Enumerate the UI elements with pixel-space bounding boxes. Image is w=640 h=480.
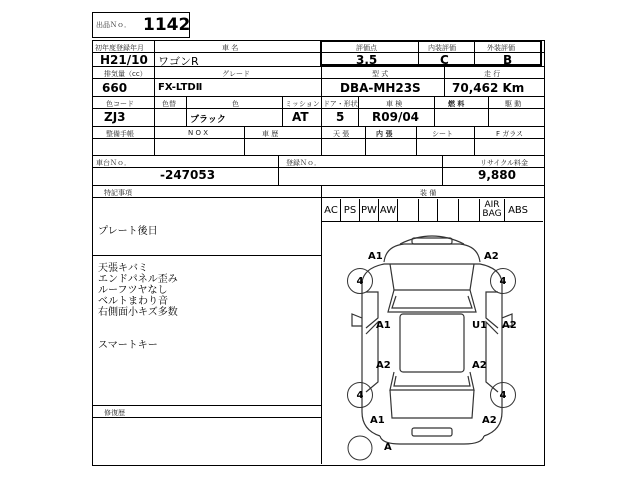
- equipment-item: AW: [379, 199, 398, 221]
- score-label: 評価点: [356, 44, 377, 52]
- interior2-label: 内 張: [376, 130, 393, 138]
- color-value: ブラック: [190, 115, 226, 125]
- name-value: ワゴンR: [158, 55, 199, 68]
- inspection-label: 車 検: [386, 100, 403, 108]
- mileage-value: 70,462 Km: [452, 81, 525, 95]
- doors-value: 5: [336, 110, 345, 124]
- exterior-label: 外装評価: [487, 44, 515, 52]
- mission-value: AT: [292, 110, 309, 124]
- name-label: 車 名: [222, 44, 239, 52]
- ceiling-label: 天 張: [333, 130, 350, 138]
- tire-rear-right: 4: [490, 382, 516, 408]
- damage-rear-right: A2: [482, 415, 497, 426]
- drive-label: 駆 動: [505, 100, 522, 108]
- lot-label: 出品Ｎｏ．: [96, 21, 131, 29]
- note-smart: スマートキー: [98, 340, 158, 351]
- interior-value: C: [440, 53, 449, 67]
- color-label: 色: [232, 100, 239, 108]
- fuel-label: 燃 料: [448, 100, 465, 108]
- repair-label: 修復歴: [104, 409, 125, 417]
- recycle-label: リサイクル料金: [480, 159, 529, 167]
- equipment-item: AC: [322, 199, 341, 221]
- damage-right-side: A2: [502, 320, 517, 331]
- reg-label: 登録Ｎｏ．: [286, 159, 321, 167]
- damage-front-right: A2: [484, 251, 499, 262]
- model-label: 型 式: [372, 70, 389, 78]
- cc-value: 660: [102, 81, 128, 95]
- equipment-item: PS: [341, 199, 360, 221]
- tire-front-right: 4: [490, 268, 516, 294]
- inspection-value: R09/04: [372, 110, 420, 124]
- color-code-label: 色コード: [106, 100, 134, 108]
- damage-right-door: U1: [472, 320, 488, 331]
- equipment-row: [322, 199, 543, 221]
- note-line: ベルトまわり音: [98, 296, 168, 307]
- maintenance-label: 整備手帳: [106, 130, 134, 138]
- model-value: DBA-MH23S: [340, 81, 421, 95]
- damage-front-left: A1: [368, 251, 383, 262]
- year-label: 初年度登録年月: [95, 44, 144, 52]
- cc-label: 排気量（cc）: [104, 70, 147, 78]
- doors-label: ドア・形状: [323, 100, 358, 108]
- grade-value: FX-LTDⅡ: [158, 82, 203, 93]
- color-code-value: ZJ3: [104, 110, 126, 124]
- seat-label: シート: [432, 130, 453, 138]
- equipment-item: [398, 199, 419, 221]
- equipment-label: 装 備: [420, 189, 437, 197]
- recycle-value: 9,880: [478, 168, 516, 182]
- equipment-item: [459, 199, 480, 221]
- car-diagram: [322, 222, 543, 464]
- nox-label: N O X: [188, 129, 208, 137]
- note-line: エンドパネル歪み: [98, 274, 178, 285]
- damage-rear-left: A1: [370, 415, 385, 426]
- mission-label: ミッション: [285, 100, 320, 108]
- chassis-value: -247053: [160, 168, 216, 182]
- mileage-label: 走 行: [484, 70, 501, 78]
- history-label: 車 歴: [262, 130, 279, 138]
- interior-label: 内装評価: [428, 44, 456, 52]
- tire-rear-left: 4: [347, 382, 373, 408]
- score-value: 3.5: [356, 53, 378, 67]
- damage-left-rear: A2: [376, 360, 391, 371]
- tire-front-left: 4: [347, 268, 373, 294]
- note-plate: プレート後日: [98, 226, 158, 237]
- note-line: 天張キバミ: [98, 263, 148, 274]
- damage-right-rear: A2: [472, 360, 487, 371]
- glass-label: F ガラス: [496, 130, 524, 138]
- notes-label: 特記事項: [104, 189, 132, 197]
- note-line: ルーフツヤなし: [98, 285, 168, 296]
- lot-number: 1142: [143, 15, 191, 35]
- lot-box: [92, 12, 190, 38]
- year-value: H21/10: [100, 53, 148, 67]
- equipment-item: [419, 199, 438, 221]
- color-change-label: 色替: [162, 100, 176, 108]
- equipment-item: ABS: [508, 204, 528, 216]
- damage-left-side: A1: [376, 320, 391, 331]
- grade-label: グレード: [222, 70, 250, 78]
- equipment-item: [438, 199, 459, 221]
- equipment-item: PW: [360, 199, 379, 221]
- chassis-label: 車台Ｎｏ．: [96, 159, 131, 167]
- damage-bottom: A: [384, 442, 392, 453]
- note-line: 右側面小キズ多数: [98, 307, 178, 318]
- equipment-item: AIR BAG: [480, 199, 505, 221]
- exterior-value: B: [503, 53, 513, 67]
